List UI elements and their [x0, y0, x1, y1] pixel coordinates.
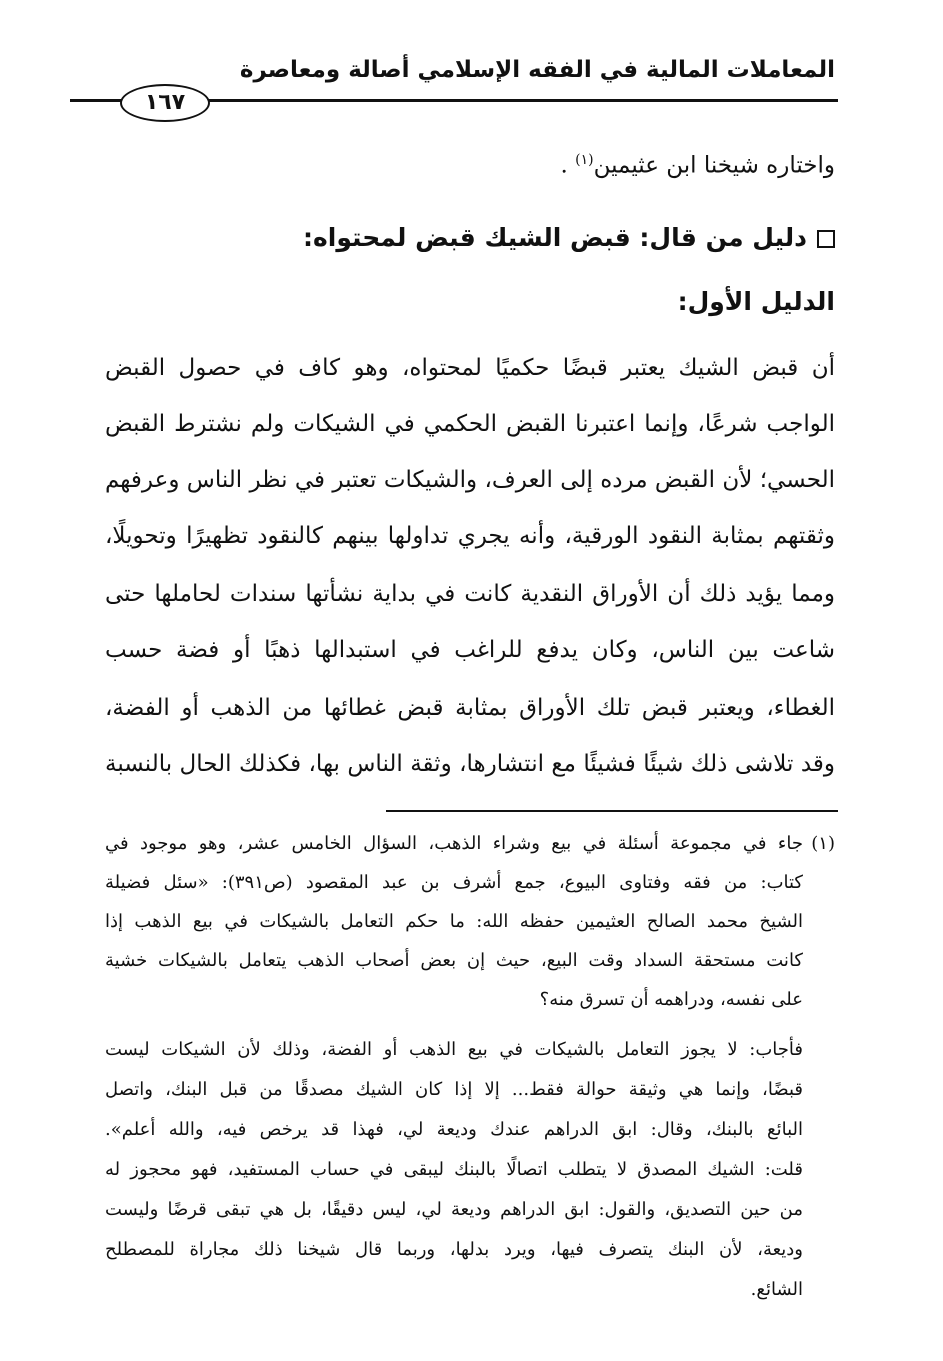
footnote-line: كانت مستحقة السداد وقت البيع، حيث إن بعض أصحاب الذهب يتعامل بالشيكات خشية: [105, 950, 803, 971]
square-bullet-icon: [817, 230, 835, 248]
footnote-line: وديعة، لأن البنك يتصرف فيها، ويرد بدلها، وربما قال شيخنا ذلك مجاراة للمصطلح: [105, 1239, 803, 1260]
footnote-rule: [386, 810, 838, 812]
footnote-line: الشائع.: [750, 1279, 803, 1300]
paragraph-line: الواجب شرعًا، وإنما اعتبرنا القبض الحكمي في الشيكات ولم نشترط القبض: [105, 411, 835, 437]
paragraph-line: وثقتهم بمثابة النقود الورقية، وأنه يجري تداولها بينهم كالنقود تظهيرًا وتحويلًا،: [105, 523, 835, 549]
running-title: المعاملات المالية في الفقه الإسلامي أصالة ومعاصرة: [239, 57, 835, 83]
footnote-line: قبضًا، وإنما هي وثيقة حوالة فقط... إلا إذا كان الشيك مصدقًا من قبل البنك، واتصل: [105, 1079, 803, 1100]
footnote-line: قلت: الشيك المصدق لا يتطلب اتصالًا بالبنك ليبقى في حساب المستفيد، فهو محجوز له: [105, 1159, 803, 1180]
subheading: الدليل الأول:: [677, 287, 835, 316]
footnote-line: على نفسه، ودراهمه أن تسرق منه؟: [539, 989, 803, 1010]
section-heading-text: دليل من قال: قبض الشيك قبض لمحتواه:: [303, 223, 807, 252]
footnote-ref: (١): [575, 152, 594, 168]
footnote-line: فأجاب: لا يجوز التعامل بالشيكات في بيع الذهب أو الفضة، وذلك لأن الشيكات ليست: [105, 1039, 803, 1060]
footnote-line: من حين التصديق، والقول: ابق الدراهم وديعة لي، ليس دقيقًا، بل هي تبقى قرضًا وليست: [105, 1199, 803, 1220]
footnote-line: الشيخ محمد الصالح العثيمين حفظه الله: ما حكم التعامل بالشيكات في بيع الذهب إذا: [105, 911, 803, 932]
paragraph-line: الغطاء، ويعتبر قبض تلك الأوراق بمثابة قبض غطائها من الذهب أو الفضة،: [105, 695, 835, 721]
paragraph-line: الحسي؛ لأن القبض مرده إلى العرف، والشيكات تعتبر في نظر الناس وعرفهم: [105, 467, 835, 493]
footnote-line: البائع بالبنك، وقال: ابق الدراهم عندك وديعة لي، فهذا قد يرخص فيه، والله أعلم».: [105, 1119, 803, 1140]
intro-line: [105, 140, 835, 186]
page-number: ١٦٧: [120, 84, 210, 122]
paragraph-line: وقد تلاشى ذلك شيئًا فشيئًا مع انتشارها، وثقة الناس بها، فكذلك الحال بالنسبة: [105, 751, 835, 777]
section-heading: [105, 218, 835, 258]
footnote-line: كتاب: من فقه وفتاوى البيوع، جمع أشرف بن عبد المقصود (ص٣٩١): «سئل فضيلة: [105, 872, 803, 893]
footnote-line: جاء في مجموعة أسئلة في بيع وشراء الذهب، السؤال الخامس عشر، وهو موجود في: [105, 833, 803, 854]
paragraph-line: أن قبض الشيك يعتبر قبضًا حكميًا لمحتواه، وهو كاف في حصول القبض: [105, 355, 835, 381]
footnote-marker: (١): [811, 833, 835, 854]
intro-end: .: [560, 152, 568, 179]
paragraph-line: شاعت بين الناس، وكان يدفع للراغب في استبدالها ذهبًا أو فضة حسب: [105, 637, 835, 663]
paragraph-line: ومما يؤيد ذلك أن الأوراق النقدية كانت في بداية نشأتها سندات لحاملها حتى: [105, 581, 835, 607]
intro-text: واختاره شيخنا ابن عثيمين: [593, 152, 835, 179]
